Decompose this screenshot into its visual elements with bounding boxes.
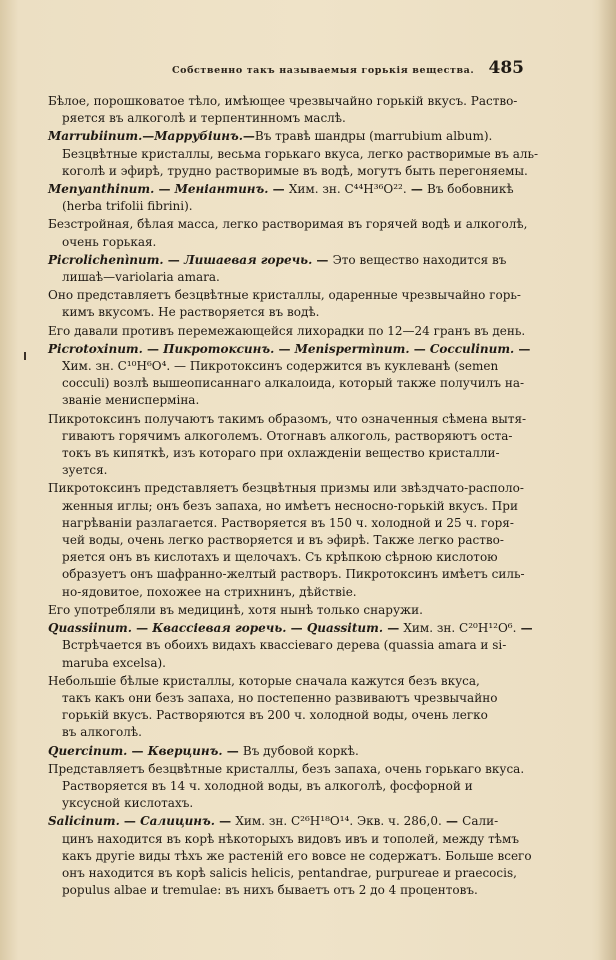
text-line: maruba excelsa). — [62, 655, 166, 670]
entry-paragraph — [48, 341, 531, 410]
page-edge-shadow — [598, 0, 616, 960]
dash-separator: — — [119, 814, 141, 829]
dash-separator: — — [268, 182, 289, 197]
dash-separator: — — [406, 182, 428, 197]
text-line: онъ находится въ корѣ salicis helicis, pentandrae, purpureae и praecocis, — [62, 865, 517, 880]
text-line: Его употребляли въ медицинѣ, хотя нынѣ только снаружи. — [48, 602, 423, 617]
headword: Квассіевая горечь. — [152, 621, 287, 636]
dash-separator: — — [274, 341, 295, 356]
text-line — [48, 181, 526, 198]
text-line: очень горькая. — [62, 234, 157, 249]
entry-paragraph — [48, 813, 532, 899]
text-line — [48, 341, 531, 358]
text-line: уксусной кислотахъ. — [62, 796, 194, 811]
entry-paragraph — [48, 252, 526, 286]
entry-paragraph — [48, 620, 533, 672]
entry-text: Въ бобовникѣ — [427, 182, 514, 197]
headword: Picrolichenìnum. — [48, 252, 164, 267]
text-line: зуется. — [62, 463, 108, 478]
text-line: нагрѣваніи разлагается. Растворяется въ 150 ч. холодной и 25 ч. горя- — [62, 515, 514, 530]
dash-separator: — — [222, 743, 243, 758]
page-header — [0, 58, 616, 84]
dash-separator: — — [154, 182, 175, 197]
headword: Кверцинъ. — [147, 743, 223, 758]
text-line: кимъ вкусомъ. Не растворяется въ водѣ. — [62, 305, 320, 320]
entry-text: Хим. зн. C²⁰H¹²O⁶. — [403, 621, 517, 636]
text-line — [48, 252, 526, 269]
text-line: Представляетъ безцвѣтные кристаллы, безъ запаха, очень горькаго вкуса. — [48, 761, 525, 776]
text-line: какъ другіе виды тѣхъ же растеній его вовсе не содержатъ. Больше всего — [62, 848, 532, 863]
headword: Quassiinum. — [48, 621, 132, 636]
paragraph — [48, 287, 526, 321]
paragraph — [48, 216, 526, 250]
text-line: Пикротоксинъ получаютъ такимъ образомъ, что означенныя сѣмена вытя- — [48, 411, 527, 426]
headword: Пикротоксинъ. — [163, 341, 275, 356]
headword: Quassitum. — [306, 621, 384, 636]
entry-text: Хим. зн. C⁴⁴H³⁶O²². — [288, 182, 407, 197]
margin-mark — [24, 352, 26, 360]
headword: Picrotoxinum. — [48, 341, 143, 356]
text-line: populus albae и tremulae: въ нихъ бываетъ отъ 2 до 4 процентовъ. — [62, 883, 478, 898]
dash-separator: — — [516, 621, 533, 636]
text-line: чей воды, очень легко растворяется и въ эфирѣ. Также легко раство- — [62, 533, 504, 548]
entry-paragraph — [48, 743, 526, 760]
headword: Маррубіинъ. — [154, 129, 243, 144]
text-line — [48, 620, 533, 637]
text-line: гиваютъ горячимъ алкоголемъ. Отогнавъ алкоголь, растворяютъ оста- — [62, 428, 513, 443]
headword: Меніантинъ. — [174, 182, 269, 197]
text-line: но-ядовитое, похожее на стрихнинъ, дѣйствіе. — [62, 584, 357, 599]
text-line: (herba trifolii fibrini). — [62, 199, 193, 214]
entry-text: Это вещество находится въ — [332, 252, 507, 267]
text-line — [48, 813, 526, 830]
text-line: Небольшіе бѣлые кристаллы, которые сначала кажутся безъ вкуса, — [48, 673, 480, 688]
dash-separator: — — [142, 129, 155, 144]
dash-separator: — — [383, 621, 404, 636]
dash-separator: — — [312, 252, 333, 267]
text-line: образуетъ онъ шафранно-желтый растворъ. Пикротоксинъ имѣетъ силь- — [62, 567, 525, 582]
page-number: 485 — [488, 58, 524, 78]
dash-separator: — — [242, 129, 255, 144]
paragraph — [48, 480, 526, 600]
text-line: ряется въ алкоголѣ и терпентинномъ маслѣ. — [62, 111, 346, 126]
text-line: горькій вкусъ. Растворяются въ 200 ч. холодной воды, очень легко — [62, 708, 488, 723]
dash-separator: — — [142, 341, 164, 356]
paragraph — [48, 673, 526, 742]
text-line: Его давали противъ перемежающейся лихорадки по 12—24 гранъ въ день. — [48, 323, 526, 338]
dash-separator: — — [163, 252, 184, 267]
text-line: цинъ находится въ корѣ нѣкоторыхъ видовъ ивъ и тополей, между тѣмъ — [62, 831, 519, 846]
entry-paragraph — [48, 128, 539, 180]
entry-paragraph — [48, 181, 526, 215]
headword: Menyanthinum. — [48, 182, 155, 197]
paragraph — [48, 93, 526, 127]
dash-separator: — — [441, 814, 463, 829]
text-line: Пикротоксинъ представляетъ безцвѣтныя призмы или звѣздчато-располо- — [48, 481, 524, 496]
text-line: Хим. зн. C¹⁰H⁶O⁴. — Пикротоксинъ содержится въ куклеванѣ (semen — [62, 359, 499, 374]
dash-separator: — — [286, 621, 307, 636]
dash-separator: — — [514, 341, 531, 356]
headword: Cocculinum. — [429, 341, 515, 356]
text-line: въ алкоголѣ. — [62, 725, 142, 740]
text-line: Бѣлое, порошковатое тѣло, имѣющее чрезвычайно горькій вкусъ. Раство- — [48, 94, 518, 108]
text-line — [48, 743, 526, 760]
dash-separator: — — [409, 341, 430, 356]
headword: Menispermìnum. — [294, 341, 410, 356]
dash-separator: — — [131, 621, 153, 636]
text-line: коголѣ и эфирѣ, трудно растворимые въ водѣ, могутъ быть перегоняемы. — [62, 163, 528, 178]
entry-text: Сали- — [462, 814, 499, 829]
headword: Marrubiinum. — [48, 129, 143, 144]
entry-text: Хим. зн. C²⁶H¹⁸O¹⁴. Экв. ч. 286,0. — [235, 814, 442, 829]
headword: Салицинъ. — [140, 814, 215, 829]
text-line: такъ какъ они безъ запаха, но постепенно развиваютъ чрезвычайно — [62, 690, 498, 705]
text-line: Безстройная, бѣлая масса, легко растворимая въ горячей водѣ и алкоголѣ, — [48, 217, 528, 232]
text-line — [48, 128, 526, 145]
text-line: Встрѣчается въ обоихъ видахъ квассіеваго дерева (quassia amara и si- — [62, 638, 507, 653]
dash-separator: — — [214, 814, 236, 829]
text-line: Растворяется въ 14 ч. холодной воды, въ алкоголѣ, фосфорной и — [62, 778, 473, 793]
headword: Лишаевая горечь. — [183, 252, 313, 267]
text-line: званіе менисперміна. — [62, 393, 200, 408]
paragraph — [48, 761, 526, 813]
entry-text: Въ травѣ шандры (marrubium album). — [254, 129, 493, 144]
text-line: лишаѣ—variolaria amara. — [62, 270, 220, 285]
text-line: Оно представляетъ безцвѣтные кристаллы, одаренные чрезвычайно горь- — [48, 288, 521, 303]
headword: Salicinum. — [48, 814, 120, 829]
text-line: женныя иглы; онъ безъ запаха, но имѣетъ несносно-горькій вкусъ. При — [62, 498, 518, 513]
paragraph — [48, 323, 526, 340]
text-line: ряется онъ въ кислотахъ и щелочахъ. Съ крѣпкою сѣрною кислотою — [62, 550, 498, 565]
text-line: токъ въ кипяткѣ, изъ котораго при охлажденіи вещество кристалли- — [62, 446, 500, 461]
text-line: Безцвѣтные кристаллы, весьма горькаго вкуса, легко растворимые въ аль- — [62, 146, 539, 161]
running-title: Собственно такъ называемыя горькія вещества. — [172, 65, 475, 76]
dash-separator: — — [127, 743, 148, 758]
body-text — [48, 93, 539, 900]
entry-text: Въ дубовой коркѣ. — [242, 743, 359, 758]
headword: Quercinum. — [48, 743, 128, 758]
text-line: cocculi) возлѣ вышеописаннаго алкалоида, который также получилъ на- — [62, 376, 525, 391]
paragraph — [48, 602, 526, 619]
paragraph — [48, 411, 526, 480]
